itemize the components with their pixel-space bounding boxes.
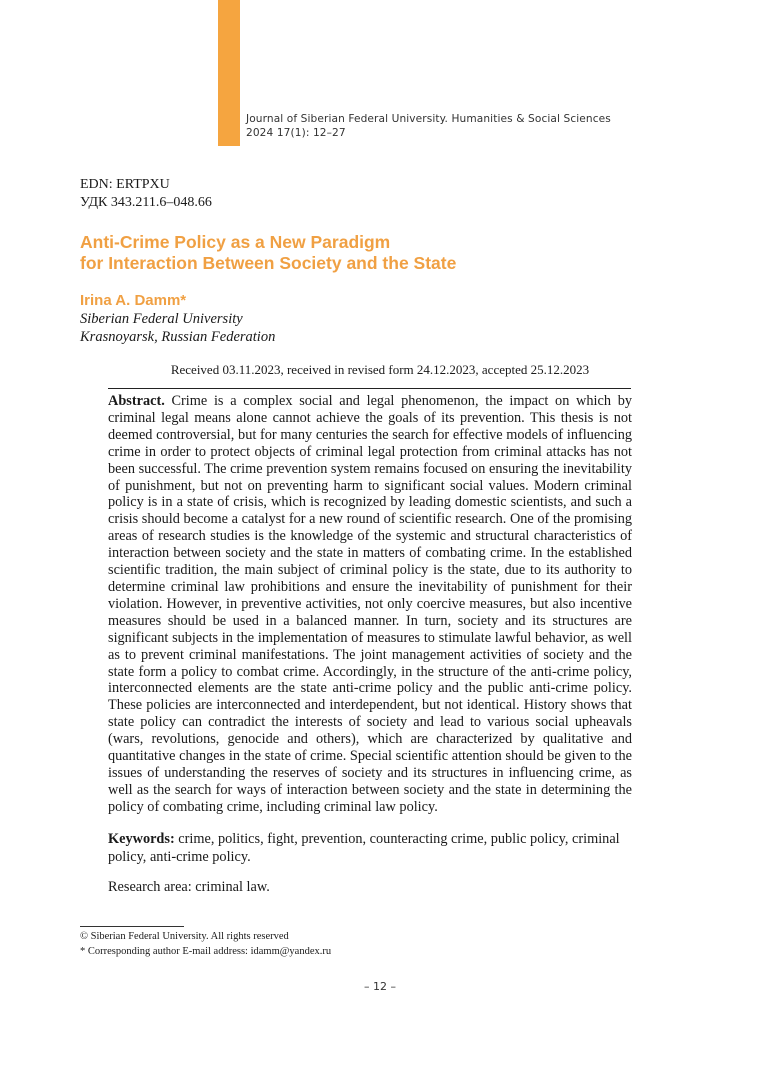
author-affiliation [80,310,275,346]
title-line-2: for Interaction Between Society and the State [80,253,457,273]
journal-header [246,112,611,140]
abstract-divider [108,388,631,389]
journal-accent-bar [218,0,240,146]
keywords [108,831,632,866]
identifiers [80,176,212,212]
received-dates: Received 03.11.2023, received in revised form 24.12.2023, accepted 25.12.2023 [170,362,590,377]
corresponding-author-note: * Corresponding author E-mail address: idamm@yandex.ru [80,945,332,957]
abstract-text: Crime is a complex social and legal phenomenon, the impact on which by criminal legal means alone cannot achieve the goals of its prevention. This thesis is not deemed controversial, but for many centuries the search for effective models of influencing crime in order to protect objects of criminal legal protection from criminal attacks has not been successful. The crime prevention system remains focused on ensuring the inevitability of punishment, but not on preventing harm to significant social values. Modern criminal policy is in a state of crisis, which is recognized by leading domestic scientists, and such a crisis should become a catalyst for a new round of scientific research. One of the promising areas of research studies is the knowledge of the systemic and structural characteristics of interaction between society and the state in matters of combating crime. In the established scientific tradition, the main subject of criminal policy is the state, due to its authority to determine criminal law prohibitions and ensure the inevitability of punishment for their violation. However, in preventive activities, not only coercive measures, but also incentive measures should be used in a balanced manner. In turn, society and its structures are significant subjects in the implementation of measures to stimulate lawful behavior, as well as to prevent criminal manifestations. The joint management activities of society and the state form a policy to combat crime. Accordingly, in the structure of the anti-crime policy, interconnected elements are the state anti-crime policy and the public anti-crime policy. These policies are interconnected and interdependent, but not identical. History shows that state policy can contradict the interests of society and lead to various social upheavals (wars, revolutions, genocide and others), which are characterized by qualitative and quantitative changes in the state of crime. Special scientific attention should be given to the issues of understanding the reserves of society and its structures in influencing crime, as well as the search for ways of interaction between society and the state in determining the policy of combating crime, including criminal law policy. [108,393,632,815]
abstract-label: Abstract. [108,393,165,409]
title-line-1: Anti-Crime Policy as a New Paradigm [80,232,391,252]
page-number: – 12 – [364,980,396,993]
affiliation-university: Siberian Federal University [80,311,243,327]
author-name: Irina A. Damm* [80,292,187,309]
journal-issue: 2024 17(1): 12–27 [246,127,346,139]
keywords-text: crime, politics, fight, prevention, counteracting crime, public policy, criminal policy, anti-crime policy. [108,831,620,865]
research-area: Research area: criminal law. [108,879,270,895]
udk-code: УДК 343.211.6–048.66 [80,195,212,210]
copyright-note: © Siberian Federal University. All rights reserved [80,931,289,942]
journal-name: Journal of Siberian Federal University. Humanities & Social Sciences [246,113,611,125]
article-title [80,232,680,274]
footnote-divider [80,926,184,927]
affiliation-location: Krasnoyarsk, Russian Federation [80,329,276,345]
footnotes [80,930,331,959]
edn-code: EDN: ERTPXU [80,177,170,192]
abstract [108,393,632,816]
keywords-label: Keywords: [108,831,175,847]
